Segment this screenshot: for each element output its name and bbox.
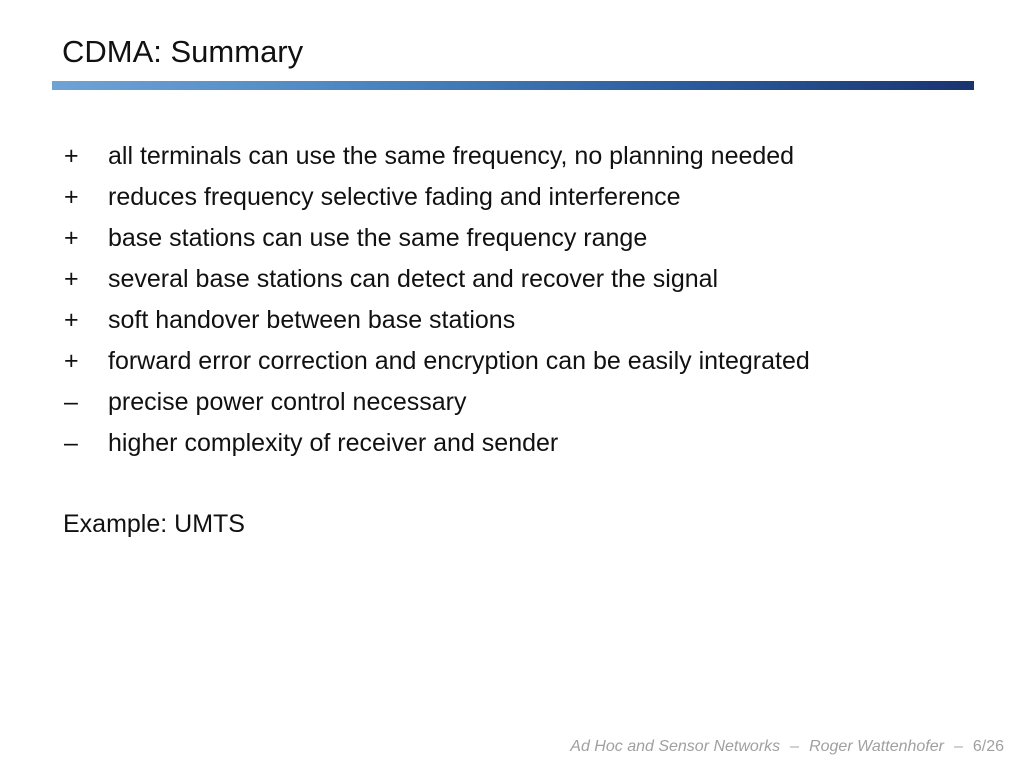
plus-marker: +: [64, 183, 79, 211]
slide-footer: [570, 736, 1004, 758]
plus-marker: +: [64, 224, 79, 252]
slide-title: CDMA: Summary: [62, 34, 304, 69]
minus-marker: –: [64, 388, 78, 416]
bullet-item: [62, 423, 810, 464]
footer-course: Ad Hoc and Sensor Networks: [570, 738, 781, 755]
bullet-item: [62, 259, 810, 300]
bullet-text: higher complexity of receiver and sender: [108, 429, 559, 457]
bullet-text: several base stations can detect and recover the signal: [108, 265, 719, 293]
footer-author: Roger Wattenhofer: [809, 738, 944, 755]
bullet-item: [62, 341, 810, 382]
bullet-item: [62, 382, 810, 423]
example-text: Example: UMTS: [63, 510, 245, 538]
bullet-item: [62, 177, 810, 218]
plus-marker: +: [64, 306, 79, 334]
plus-marker: +: [64, 265, 79, 293]
footer-separator: –: [790, 738, 800, 755]
bullet-item: [62, 218, 810, 259]
bullet-text: base stations can use the same frequency range: [108, 224, 648, 252]
bullet-text: soft handover between base stations: [108, 306, 516, 334]
bullet-text: precise power control necessary: [108, 388, 467, 416]
footer-separator: –: [953, 738, 963, 755]
bullet-text: forward error correction and encryption can be easily integrated: [108, 347, 810, 375]
bullet-text: reduces frequency selective fading and interference: [108, 183, 681, 211]
summary-bullet-list: [62, 136, 810, 464]
plus-marker: +: [64, 347, 79, 375]
minus-marker: –: [64, 429, 78, 457]
title-underline-bar: [52, 81, 974, 90]
plus-marker: +: [64, 142, 79, 170]
bullet-item: [62, 136, 810, 177]
bullet-item: [62, 300, 810, 341]
footer-page-number: 6/26: [972, 738, 1004, 755]
bullet-text: all terminals can use the same frequency, no planning needed: [108, 142, 795, 170]
